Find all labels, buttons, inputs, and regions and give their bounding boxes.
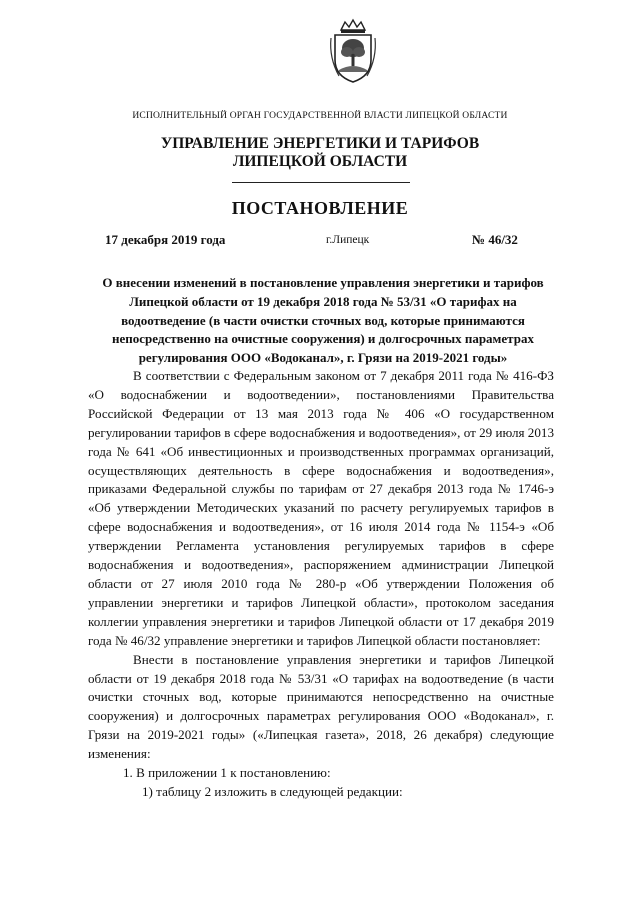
department-line1: УПРАВЛЕНИЕ ЭНЕРГЕТИКИ И ТАРИФОВ xyxy=(160,135,480,152)
department-line2: ЛИПЕЦКОЙ ОБЛАСТИ xyxy=(232,153,408,170)
body-paragraph-2: Внести в постановление управления энергетики и тарифов Липецкой области от 19 декабря 2018 года № 53/31 «О тарифах на водоотведение (в части очистки сточных вод, которые принимаются непосредственно на очистные сооружения) и долгосрочных параметрах регулирования ООО «Водоканал», г. Грязи на 2019-2021 годы» («Липецкая газета», 2018, 26 декабря) следующие изменения: xyxy=(88,651,554,762)
list-item-1-1: 1) таблицу 2 изложить в следующей редакции: xyxy=(142,783,403,799)
body-paragraph-1: В соответствии с Федеральным законом от 7 декабря 2011 года № 416-ФЗ «О водоснабжении и водоотведении», постановлениями Правительства Российской Федерации от 13 мая 2013 года № 406 «О государственном регулировании тарифов в сфере водоснабжения и водоотведения», от 29 июля 2013 года № 641 «Об инвестиционных и производственных программах организаций, осуществляющих деятельность в сфере водоснабжения и водоотведения», приказами Федеральной службы по тарифам от 27 декабря 2013 года № 1746-э «Об утверждении Методических указаний по расчету регулируемых тарифов в сфере водоснабжения и водоотведения», от 16 июля 2014 года № 1154-э «Об утверждении Регламента установления регулируемых тарифов в сфере водоснабжения и водоотведения», распоряжением администрации Липецкой области от 27 июля 2010 года № 280-р «Об утверждении Положения об управлении энергетики и тарифов Липецкой области», протоколом заседания коллегии управления энергетики и тарифов Липецкой области от 17 декабря 2019 года № 46/32 управление энергетики и тарифов Липецкой области постановляет: xyxy=(88,368,554,648)
lipetsk-coat-of-arms-icon xyxy=(327,18,379,84)
header-divider xyxy=(232,182,410,183)
document-number: № 46/32 xyxy=(472,232,518,247)
document-title: О внесении изменений в постановление управления энергетики и тарифов Липецкой области от 19 декабря 2018 года № 53/31 «О тарифах на водоотведение (в части очистки сточных вод, которые принимаются непосредственно на очистные сооружения) и долгосрочных параметрах регулирования ООО «Водоканал», г. Грязи на 2019-2021 годы» xyxy=(102,275,544,366)
document-city: г.Липецк xyxy=(326,234,370,246)
issuing-authority: ИСПОЛНИТЕЛЬНЫЙ ОРГАН ГОСУДАРСТВЕННОЙ ВЛАСТИ ЛИПЕЦКОЙ ОБЛАСТИ xyxy=(132,111,508,121)
list-item-1: 1. В приложении 1 к постановлению: xyxy=(123,765,331,781)
department-name xyxy=(0,135,640,171)
document-body xyxy=(88,367,554,802)
document-date: 17 декабря 2019 года xyxy=(105,232,226,247)
document-type: ПОСТАНОВЛЕНИЕ xyxy=(231,198,409,218)
